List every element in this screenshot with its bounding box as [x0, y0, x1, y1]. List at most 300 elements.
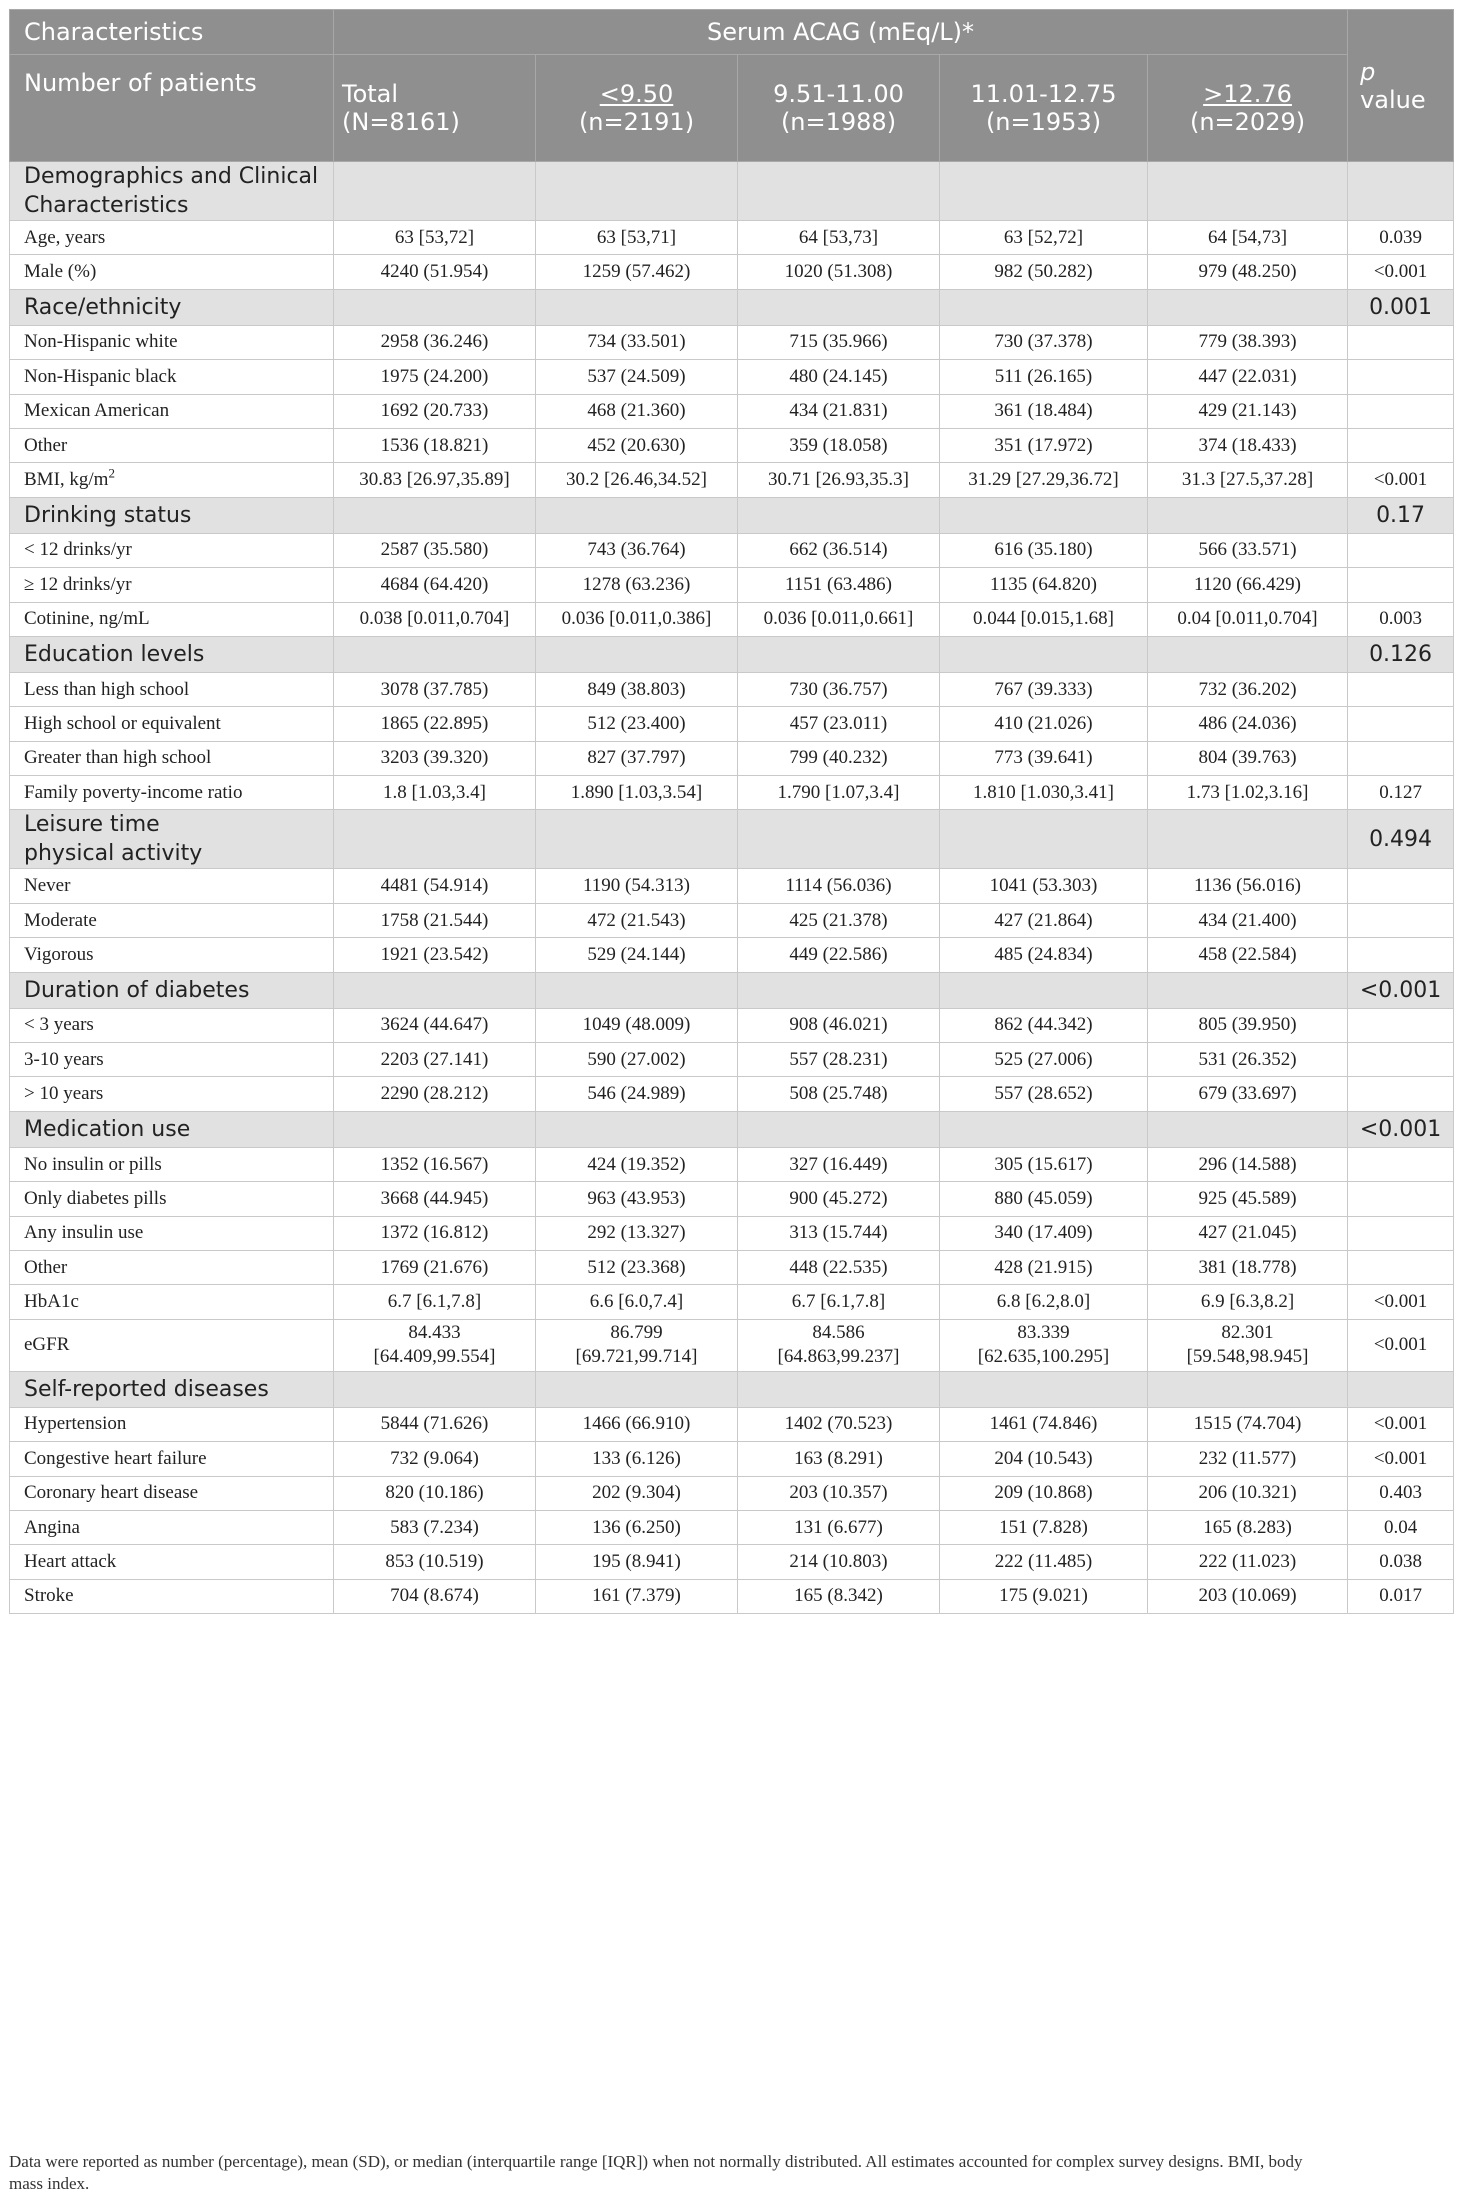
table-row — [10, 1250, 1454, 1284]
p-value-cell — [1348, 707, 1454, 741]
cell-col-2 — [738, 1008, 940, 1042]
cell-col-1 — [536, 1008, 738, 1042]
p-value: <0.001 — [1359, 1116, 1442, 1142]
p-value: 0.04 — [1383, 1516, 1418, 1538]
cell-col-2 — [738, 1407, 940, 1441]
table-row — [10, 463, 1454, 497]
cell-col-1 — [536, 568, 738, 602]
cell-col-1 — [536, 869, 738, 903]
table-row — [10, 428, 1454, 462]
cell-value: 0.038 [0.011,0.704] — [359, 608, 510, 630]
label-text: Male (%) — [24, 261, 97, 283]
label-text: Non-Hispanic black — [24, 365, 177, 387]
row-label — [10, 1250, 334, 1284]
cell-col-1 — [536, 1579, 738, 1613]
cell-col-1 — [536, 972, 738, 1008]
p-value-cell — [1348, 602, 1454, 636]
cell-col-4 — [1148, 1043, 1348, 1077]
cell-col-4 — [1148, 428, 1348, 462]
cell-col-0 — [334, 1043, 536, 1077]
cell-col-3 — [940, 1008, 1148, 1042]
row-label — [10, 776, 334, 810]
cell-value: 136 (6.250) — [592, 1516, 681, 1538]
cell-col-0 — [334, 1319, 536, 1371]
p-value: <0.001 — [1373, 1413, 1428, 1435]
cell-col-0 — [334, 289, 536, 325]
cell-col-1 — [536, 1442, 738, 1476]
cell-value: 557 (28.231) — [789, 1048, 888, 1070]
label-text: Less than high school — [24, 678, 190, 700]
cell-value: 340 (17.409) — [994, 1222, 1093, 1244]
cell-value: 165 (8.283) — [1203, 1516, 1292, 1538]
table-row — [10, 602, 1454, 636]
cell-col-0 — [334, 1077, 536, 1111]
cell-value: 1.73 [1.02,3.16] — [1186, 781, 1309, 803]
cell-col-1 — [536, 938, 738, 972]
cell-value: 730 (36.757) — [789, 678, 888, 700]
cell-col-0 — [334, 602, 536, 636]
cell-col-3 — [940, 1545, 1148, 1579]
p-value-cell — [1348, 903, 1454, 937]
header-p-value — [1348, 10, 1454, 162]
cell-value: 1692 (20.733) — [380, 400, 489, 422]
cell-col-1 — [536, 1285, 738, 1319]
cell-value: 63 [52,72] — [1003, 226, 1084, 248]
cell-value: 361 (18.484) — [994, 400, 1093, 422]
cell-col-4 — [1148, 1510, 1348, 1544]
cell-col-2 — [738, 602, 940, 636]
p-value: <0.001 — [1373, 469, 1428, 491]
row-label — [10, 1182, 334, 1216]
p-value: 0.127 — [1379, 781, 1422, 803]
cell-col-3 — [940, 360, 1148, 394]
p-value-cell — [1348, 1182, 1454, 1216]
cell-col-3 — [940, 707, 1148, 741]
cell-value: 31.29 [27.29,36.72] — [968, 469, 1119, 491]
table-row — [10, 1043, 1454, 1077]
cell-col-3 — [940, 903, 1148, 937]
cell-value: 203 (10.069) — [1198, 1585, 1297, 1607]
cell-value: 410 (21.026) — [994, 712, 1093, 734]
cell-value: 214 (10.803) — [789, 1551, 888, 1573]
cell-col-4 — [1148, 289, 1348, 325]
cell-col-0 — [334, 1250, 536, 1284]
cell-col-4 — [1148, 1250, 1348, 1284]
cell-col-2 — [738, 707, 940, 741]
table-row — [10, 1510, 1454, 1544]
p-value-cell — [1348, 1077, 1454, 1111]
cell-value: 979 (48.250) — [1198, 261, 1297, 283]
row-label — [10, 672, 334, 706]
cell-value: 1466 (66.910) — [582, 1413, 691, 1435]
label-text: Cotinine, ng/mL — [24, 608, 150, 630]
cell-col-4 — [1148, 869, 1348, 903]
cell-col-3 — [940, 533, 1148, 567]
cell-value-line-2: [64.863,99.237] — [777, 1346, 900, 1368]
row-label — [10, 741, 334, 775]
table-row — [10, 1579, 1454, 1613]
cell-value: 6.6 [6.0,7.4] — [589, 1291, 684, 1313]
cell-col-3 — [940, 1319, 1148, 1371]
cell-value: 427 (21.864) — [994, 909, 1093, 931]
cell-value: 799 (40.232) — [789, 747, 888, 769]
cell-col-0 — [334, 1510, 536, 1544]
row-label — [10, 1510, 334, 1544]
row-label — [10, 707, 334, 741]
cell-col-1 — [536, 221, 738, 255]
cell-col-0 — [334, 162, 536, 221]
table-row — [10, 869, 1454, 903]
cell-value: 425 (21.378) — [789, 909, 888, 931]
cell-value: 163 (8.291) — [794, 1447, 883, 1469]
label-text: ≥ 12 drinks/yr — [24, 573, 132, 595]
cell-col-4 — [1148, 938, 1348, 972]
cell-col-3 — [940, 1371, 1148, 1407]
row-label — [10, 255, 334, 289]
cell-value: 732 (36.202) — [1198, 678, 1297, 700]
cell-col-3 — [940, 869, 1148, 903]
label-text: High school or equivalent — [24, 712, 221, 734]
cell-col-2 — [738, 1182, 940, 1216]
cell-value: 434 (21.831) — [789, 400, 888, 422]
cell-value: 427 (21.045) — [1198, 1222, 1297, 1244]
cell-col-0 — [334, 1407, 536, 1441]
cell-col-1 — [536, 463, 738, 497]
cell-value: 805 (39.950) — [1198, 1014, 1297, 1036]
cell-value: 424 (19.352) — [587, 1153, 686, 1175]
cell-col-2 — [738, 869, 940, 903]
cell-col-4 — [1148, 360, 1348, 394]
row-label — [10, 394, 334, 428]
cell-value: 743 (36.764) — [587, 539, 686, 561]
cell-value: 313 (15.744) — [789, 1222, 888, 1244]
cell-col-3 — [940, 289, 1148, 325]
p-value-cell — [1348, 1476, 1454, 1510]
cell-col-0 — [334, 1182, 536, 1216]
label-text: Hypertension — [24, 1413, 127, 1435]
cell-col-4 — [1148, 1545, 1348, 1579]
cell-col-3 — [940, 394, 1148, 428]
table-body — [10, 162, 1454, 1614]
cell-col-0 — [334, 360, 536, 394]
p-value-cell — [1348, 1216, 1454, 1250]
cell-value: 1402 (70.523) — [784, 1413, 893, 1435]
cell-value: 1049 (48.009) — [582, 1014, 691, 1036]
label-text: < 12 drinks/yr — [24, 539, 132, 561]
cell-value: 63 [53,71] — [596, 226, 677, 248]
cell-col-4 — [1148, 1476, 1348, 1510]
row-label — [10, 869, 334, 903]
cell-col-0 — [334, 497, 536, 533]
cell-col-1 — [536, 1319, 738, 1371]
cell-col-4 — [1148, 1216, 1348, 1250]
cell-col-3 — [940, 1182, 1148, 1216]
cell-value: 1975 (24.200) — [380, 365, 489, 387]
cell-col-3 — [940, 1579, 1148, 1613]
header-col-name: 9.51-11.00 — [773, 80, 904, 108]
cell-value: 508 (25.748) — [789, 1083, 888, 1105]
cell-value: 704 (8.674) — [390, 1585, 479, 1607]
cell-col-0 — [334, 1545, 536, 1579]
cell-col-4 — [1148, 1319, 1348, 1371]
cell-col-3 — [940, 602, 1148, 636]
cell-col-3 — [940, 1442, 1148, 1476]
cell-value-line-2: [69.721,99.714] — [575, 1346, 698, 1368]
cell-col-3 — [940, 1285, 1148, 1319]
cell-col-2 — [738, 325, 940, 359]
cell-col-1 — [536, 428, 738, 462]
label-text: Family poverty-income ratio — [24, 781, 243, 803]
header-col-n: (n=2191) — [578, 108, 695, 136]
p-value-cell — [1348, 289, 1454, 325]
cell-col-0 — [334, 221, 536, 255]
header-serum-acag: Serum ACAG (mEq/L)* — [334, 10, 1348, 55]
cell-col-4 — [1148, 1442, 1348, 1476]
cell-value: 2290 (28.212) — [380, 1083, 489, 1105]
cell-col-4 — [1148, 602, 1348, 636]
table-row — [10, 325, 1454, 359]
cell-value: 457 (23.011) — [789, 712, 888, 734]
cell-value: 779 (38.393) — [1198, 331, 1297, 353]
p-value-cell — [1348, 1545, 1454, 1579]
cell-value: 525 (27.006) — [994, 1048, 1093, 1070]
cell-col-0 — [334, 810, 536, 869]
section-label — [10, 636, 334, 672]
p-value-cell — [1348, 1111, 1454, 1147]
table-container — [9, 9, 1453, 1614]
cell-col-2 — [738, 360, 940, 394]
cell-value: 374 (18.433) — [1198, 434, 1297, 456]
cell-col-2 — [738, 162, 940, 221]
cell-col-1 — [536, 325, 738, 359]
cell-col-0 — [334, 1285, 536, 1319]
cell-col-4 — [1148, 1182, 1348, 1216]
cell-value: 1921 (23.542) — [380, 943, 489, 965]
cell-col-3 — [940, 1147, 1148, 1181]
footnote-line-1: Data were reported as number (percentage), mean (SD), or median (interquartile range [IQR]) when not normally distributed. All estimates accounted for complex survey designs. BMI, body — [9, 2152, 1303, 2171]
footnote — [9, 2151, 1453, 2195]
cell-value: 531 (26.352) — [1198, 1048, 1297, 1070]
cell-col-2 — [738, 1285, 940, 1319]
table-row — [10, 1476, 1454, 1510]
cell-col-3 — [940, 1510, 1148, 1544]
p-value-cell — [1348, 221, 1454, 255]
cell-col-4 — [1148, 1008, 1348, 1042]
cell-col-0 — [334, 636, 536, 672]
cell-value: 151 (7.828) — [999, 1516, 1088, 1538]
label-text: Self-reported diseases — [24, 1376, 269, 1402]
cell-col-4 — [1148, 533, 1348, 567]
p-value: 0.038 — [1379, 1551, 1422, 1573]
table-row — [10, 1216, 1454, 1250]
p-value-cell — [1348, 162, 1454, 221]
p-value-cell — [1348, 672, 1454, 706]
cell-col-0 — [334, 903, 536, 937]
cell-col-2 — [738, 394, 940, 428]
cell-value: 296 (14.588) — [1198, 1153, 1297, 1175]
cell-col-1 — [536, 1545, 738, 1579]
cell-value: 566 (33.571) — [1198, 539, 1297, 561]
cell-col-2 — [738, 1510, 940, 1544]
label-text: Other — [24, 1256, 68, 1278]
label-text: Race/ethnicity — [24, 294, 182, 320]
p-value-cell — [1348, 1008, 1454, 1042]
label-text: Demographics and Clinical Characteristics — [24, 164, 319, 218]
cell-col-0 — [334, 1442, 536, 1476]
cell-value: 4240 (51.954) — [380, 261, 489, 283]
p-value-cell — [1348, 463, 1454, 497]
table-header — [10, 10, 1454, 162]
label-text: Medication use — [24, 1116, 191, 1142]
p-value-cell — [1348, 869, 1454, 903]
cell-col-2 — [738, 741, 940, 775]
cell-value: 1041 (53.303) — [989, 875, 1098, 897]
cell-col-1 — [536, 707, 738, 741]
cell-col-1 — [536, 533, 738, 567]
label-text: Angina — [24, 1516, 80, 1538]
cell-value: 206 (10.321) — [1198, 1482, 1297, 1504]
cell-value: 4684 (64.420) — [380, 573, 489, 595]
section-label — [10, 972, 334, 1008]
p-value-cell — [1348, 938, 1454, 972]
cell-col-1 — [536, 360, 738, 394]
cell-value: 133 (6.126) — [592, 1447, 681, 1469]
cell-value: 305 (15.617) — [994, 1153, 1093, 1175]
header-col-n: (n=1953) — [985, 108, 1102, 136]
cell-value: 583 (7.234) — [390, 1516, 479, 1538]
cell-value: 6.8 [6.2,8.0] — [996, 1291, 1091, 1313]
cell-col-4 — [1148, 636, 1348, 672]
cell-col-3 — [940, 255, 1148, 289]
cell-col-2 — [738, 1579, 940, 1613]
cell-value: 0.044 [0.015,1.68] — [973, 608, 1114, 630]
p-value-cell — [1348, 360, 1454, 394]
table-row — [10, 1442, 1454, 1476]
label-text: Heart attack — [24, 1551, 117, 1573]
row-label — [10, 221, 334, 255]
cell-col-1 — [536, 1111, 738, 1147]
table-row — [10, 1319, 1454, 1371]
cell-col-2 — [738, 221, 940, 255]
cell-value: 557 (28.652) — [994, 1083, 1093, 1105]
cell-col-1 — [536, 903, 738, 937]
cell-value: 203 (10.357) — [789, 1482, 888, 1504]
cell-col-4 — [1148, 776, 1348, 810]
section-row — [10, 810, 1454, 869]
cell-col-4 — [1148, 162, 1348, 221]
cell-value: 351 (17.972) — [994, 434, 1093, 456]
row-label — [10, 1545, 334, 1579]
cell-col-1 — [536, 672, 738, 706]
cell-value-line-2: [64.409,99.554] — [373, 1346, 496, 1368]
cell-col-2 — [738, 533, 940, 567]
cell-col-3 — [940, 162, 1148, 221]
table-row — [10, 1285, 1454, 1319]
cell-value: 222 (11.023) — [1198, 1551, 1297, 1573]
label-text: Other — [24, 434, 68, 456]
cell-value: 30.2 [26.46,34.52] — [566, 469, 707, 491]
row-label — [10, 1579, 334, 1613]
cell-value: 925 (45.589) — [1198, 1187, 1297, 1209]
row-label — [10, 1043, 334, 1077]
row-label — [10, 602, 334, 636]
cell-value: 3668 (44.945) — [380, 1187, 489, 1209]
cell-col-2 — [738, 1371, 940, 1407]
table-row — [10, 903, 1454, 937]
cell-value: 204 (10.543) — [994, 1447, 1093, 1469]
p-value: 0.17 — [1376, 502, 1426, 528]
row-label — [10, 1476, 334, 1510]
cell-value: 480 (24.145) — [789, 365, 888, 387]
table-row — [10, 394, 1454, 428]
label-text: Stroke — [24, 1585, 74, 1607]
cell-col-1 — [536, 776, 738, 810]
row-label — [10, 1407, 334, 1441]
cell-col-4 — [1148, 497, 1348, 533]
cell-col-2 — [738, 776, 940, 810]
cell-value: 1758 (21.544) — [380, 909, 489, 931]
header-col-n: (n=1988) — [780, 108, 897, 136]
cell-value: 292 (13.327) — [587, 1222, 686, 1244]
table-row — [10, 1077, 1454, 1111]
cell-value: 6.7 [6.1,7.8] — [387, 1291, 482, 1313]
cell-value: 546 (24.989) — [587, 1083, 686, 1105]
cell-col-2 — [738, 1216, 940, 1250]
cell-col-1 — [536, 1043, 738, 1077]
cell-value: 963 (43.953) — [587, 1187, 686, 1209]
cell-value: 1278 (63.236) — [582, 573, 691, 595]
cell-value: 4481 (54.914) — [380, 875, 489, 897]
cell-col-3 — [940, 497, 1148, 533]
cell-value: 202 (9.304) — [592, 1482, 681, 1504]
header-number-of-patients: Number of patients — [10, 55, 334, 162]
label-text: eGFR — [24, 1334, 70, 1356]
row-label — [10, 533, 334, 567]
row-label — [10, 463, 334, 497]
cell-col-4 — [1148, 1371, 1348, 1407]
cell-col-0 — [334, 1371, 536, 1407]
cell-value: 767 (39.333) — [994, 678, 1093, 700]
cell-value: 30.71 [26.93,35.3] — [768, 469, 909, 491]
p-value-cell — [1348, 1319, 1454, 1371]
label-text: > 10 years — [24, 1083, 104, 1105]
table-row — [10, 1008, 1454, 1042]
cell-value: 447 (22.031) — [1198, 365, 1297, 387]
row-label — [10, 1008, 334, 1042]
cell-col-4 — [1148, 810, 1348, 869]
cell-value: 327 (16.449) — [789, 1153, 888, 1175]
table-row — [10, 1182, 1454, 1216]
cell-col-0 — [334, 463, 536, 497]
p-value: 0.126 — [1369, 641, 1433, 667]
p-value-cell — [1348, 255, 1454, 289]
cell-value: 1352 (16.567) — [380, 1153, 489, 1175]
header-col-2 — [738, 55, 940, 162]
cell-value: 862 (44.342) — [994, 1014, 1093, 1036]
label-text: HbA1c — [24, 1291, 79, 1313]
label-text: Non-Hispanic white — [24, 331, 178, 353]
cell-col-0 — [334, 325, 536, 359]
cell-col-4 — [1148, 1285, 1348, 1319]
cell-col-4 — [1148, 903, 1348, 937]
section-label — [10, 1371, 334, 1407]
cell-value: 0.04 [0.011,0.704] — [1177, 608, 1318, 630]
row-label — [10, 325, 334, 359]
cell-col-3 — [940, 810, 1148, 869]
header-col-name: Total — [342, 80, 399, 108]
header-col-3 — [940, 55, 1148, 162]
cell-value: 827 (37.797) — [587, 747, 686, 769]
